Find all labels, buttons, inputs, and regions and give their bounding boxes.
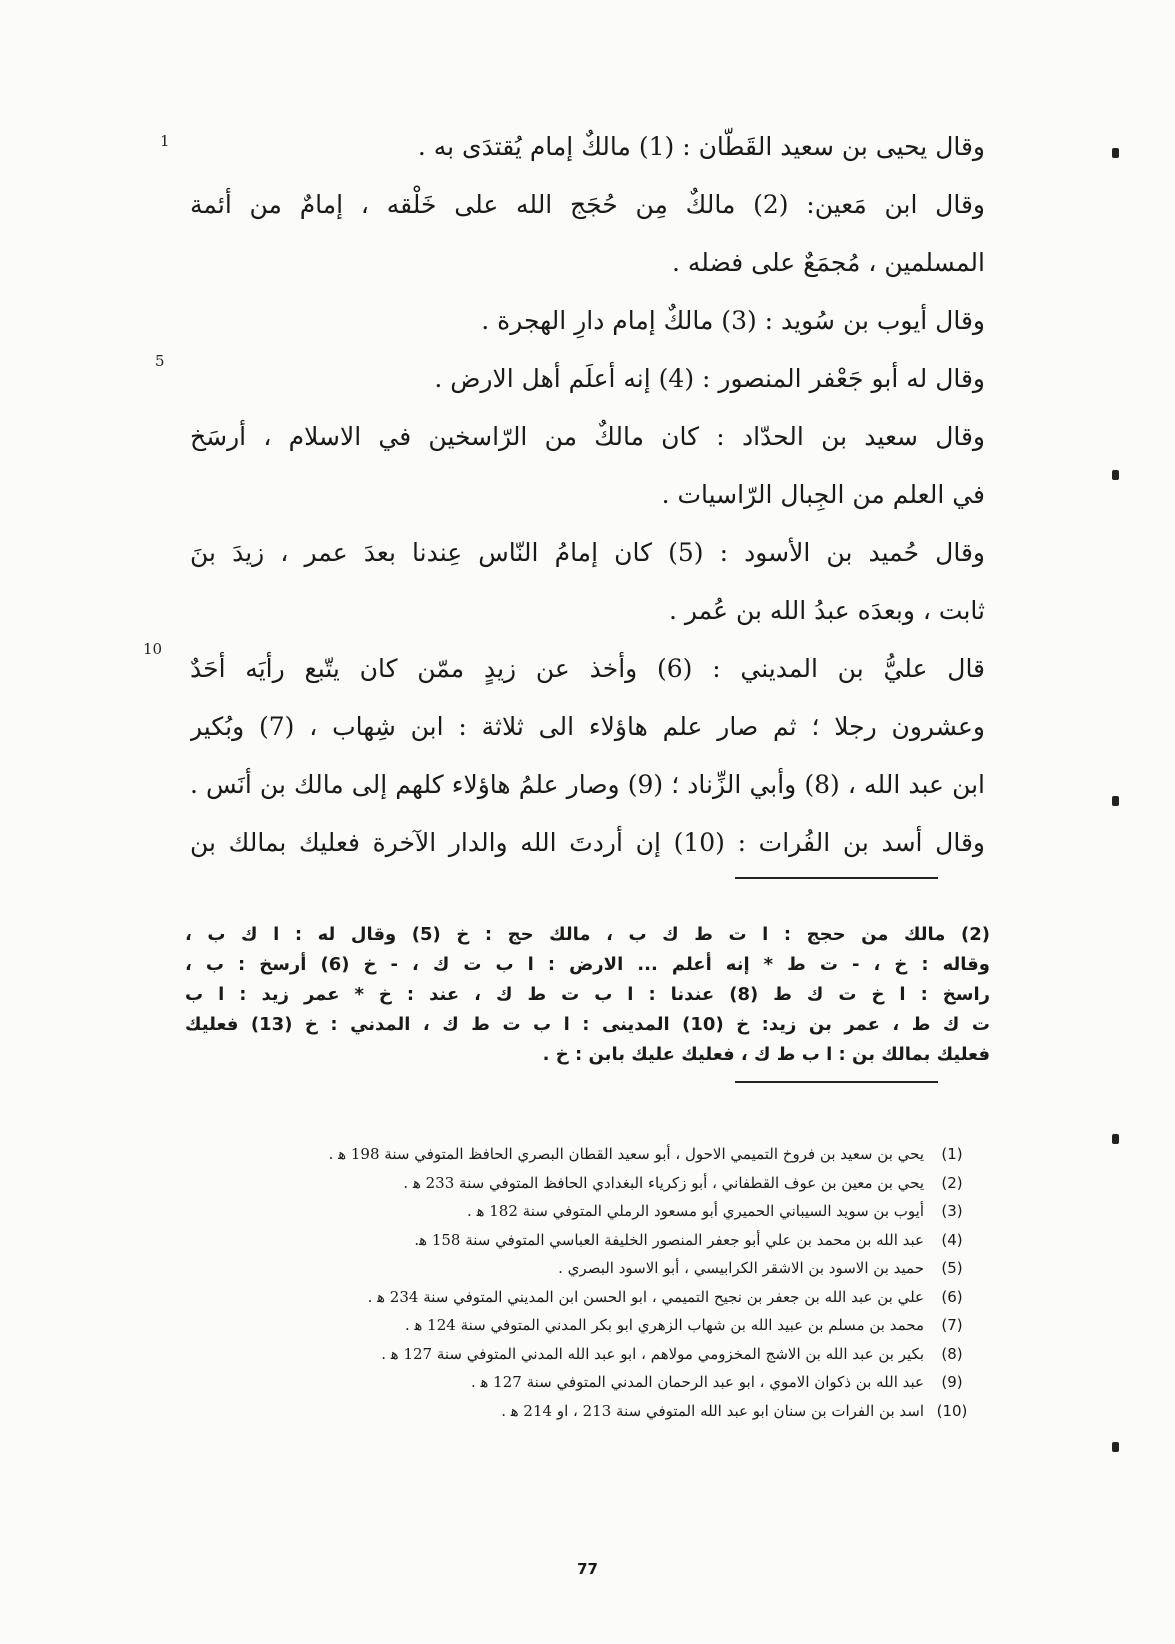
main-line: وقال ابن مَعين: (2) مالكٌ مِن حُجَج الله على خَلْقه ، إمامٌ من أئمة xyxy=(190,190,985,219)
footnote-number: (3) xyxy=(941,1202,963,1220)
footnote xyxy=(180,1169,980,1198)
binding-mark xyxy=(1112,796,1119,806)
main-line: وعشرون رجلا ؛ ثم صار علم هاؤلاء الى ثلاثة : ابن شِهاب ، (7) وبُكير xyxy=(190,712,985,741)
footnote-number: (6) xyxy=(941,1287,963,1306)
footnote xyxy=(180,1197,980,1226)
variant-line: وقاله : خ ، - ت ط * إنه أعلم ... الارض : ا ب ت ك ، - خ (6) أرسخ : ب ، xyxy=(185,954,990,975)
main-line: ثابت ، وبعدَه عبدُ الله بن عُمر . xyxy=(668,596,985,625)
footnote-number: (5) xyxy=(941,1259,963,1277)
footnote xyxy=(180,1283,980,1312)
footnote-text: عبد الله بن محمد بن علي أبو جعفر المنصور الخليفة العباسي المتوفي سنة 158 ﻫ. xyxy=(414,1230,924,1249)
footnote-number: (9) xyxy=(941,1373,963,1391)
footnote-text: يحي بن معين بن عوف القطفاني ، أبو زكرياء البغدادي الحافظ المتوفي سنة 233 ﻫ . xyxy=(403,1173,924,1192)
main-line: قال عليُّ بن المديني : (6) وأخذ عن زيدٍ ممّن كان يتّبع رأيَه أحَدٌ xyxy=(190,654,985,683)
main-line: وقال أيوب بن سُويد : (3) مالكٌ إمام دارِ الهجرة . xyxy=(481,306,985,335)
footnote-number: (10) xyxy=(936,1401,968,1420)
main-line: في العلم من الجِبال الرّاسيات . xyxy=(661,480,985,509)
main-line: ابن عبد الله ، (8) وأبي الزِّناد ؛ (9) وصار علمُ هاؤلاء كلهم إلى مالك بن أنَس . xyxy=(190,770,985,799)
footnotes-separator xyxy=(735,1081,938,1083)
footnotes xyxy=(180,1140,980,1425)
footnote-text: يحي بن سعيد بن فروخ التميمي الاحول ، أبو سعيد القطان البصري الحافظ المتوفي سنة 198 ﻫ . xyxy=(328,1145,924,1163)
footnote-text: بكير بن عبد الله بن الاشج المخزومي مولاهم ، ابو عبد الله المدني المتوفي سنة 127 ﻫ . xyxy=(381,1344,924,1363)
line-number: 5 xyxy=(155,352,165,370)
variant-line: (2) مالك من حجج : ا ت ط ك ب ، مالك حج : خ (5) وقال له : ا ك ب ، xyxy=(185,924,990,945)
textual-variants xyxy=(185,920,990,1070)
footnote-number: (1) xyxy=(941,1145,963,1163)
footnote xyxy=(180,1368,980,1397)
variants-separator xyxy=(735,877,938,879)
main-line: وقال أسد بن الفُرات : (10) إن أردتَ الله والدار الآخرة فعليك بمالك بن xyxy=(190,828,985,857)
main-line: وقال له أبو جَعْفر المنصور : (4) إنه أعلَم أهل الارض . xyxy=(434,364,985,393)
binding-mark xyxy=(1112,148,1119,158)
footnote-number: (2) xyxy=(941,1173,963,1192)
main-line: المسلمين ، مُجمَعٌ على فضله . xyxy=(671,248,985,277)
footnote-text: عبد الله بن ذكوان الاموي ، ابو عبد الرحمان المدني المتوفي سنة 127 ﻫ . xyxy=(470,1373,924,1391)
main-line: وقال سعيد بن الحدّاد : كان مالكٌ من الرّاسخين في الاسلام ، أرسَخ xyxy=(190,422,985,451)
main-line: وقال يحيى بن سعيد القَطّان : (1) مالكٌ إمام يُقتدَى به . xyxy=(417,132,985,161)
footnote-text: محمد بن مسلم بن عبيد الله بن شهاب الزهري ابو بكر المدني المتوفي سنة 124 ﻫ . xyxy=(404,1316,924,1334)
footnote-text: اسد بن الفرات بن سنان ابو عبد الله المتوفي سنة 213 ، او 214 ﻫ . xyxy=(501,1401,924,1420)
binding-mark xyxy=(1112,1442,1119,1452)
main-text xyxy=(190,118,985,872)
variant-line: راسخ : ا خ ت ك ط (8) عندنا : ا ب ت ط ك ، عند : خ * عمر زيد : ا ب xyxy=(185,984,990,1005)
footnote xyxy=(180,1340,980,1369)
footnote xyxy=(180,1226,980,1255)
footnote-number: (4) xyxy=(941,1230,963,1249)
footnote-text: علي بن عبد الله بن جعفر بن نجيح التميمي ، ابو الحسن ابن المديني المتوفي سنة 234 ﻫ . xyxy=(367,1287,924,1306)
footnote xyxy=(180,1311,980,1340)
footnote-text: أيوب بن سويد السيباني الحميري أبو مسعود الرملي المتوفي سنة 182 ﻫ . xyxy=(467,1202,924,1220)
line-number: 1 xyxy=(160,132,170,150)
footnote xyxy=(180,1254,980,1283)
line-number: 10 xyxy=(143,640,163,658)
footnote-text: حميد بن الاسود بن الاشقر الكرابيسي ، أبو الاسود البصري . xyxy=(558,1259,924,1277)
footnote xyxy=(180,1397,980,1426)
variant-line: فعليك بمالك بن : ا ب ط ك ، فعليك عليك بابن : خ . xyxy=(542,1044,990,1065)
variant-line: ت ك ط ، عمر بن زيد: خ (10) المدينى : ا ب ت ط ك ، المدني : خ (13) فعليك xyxy=(185,1014,990,1035)
binding-mark xyxy=(1112,470,1119,480)
main-line: وقال حُميد بن الأسود : (5) كان إمامُ النّاس عِندنا بعدَ عمر ، زيدَ بنَ xyxy=(190,538,985,567)
footnote-number: (7) xyxy=(941,1316,963,1334)
footnote-number: (8) xyxy=(941,1344,963,1363)
binding-mark xyxy=(1112,1134,1119,1144)
footnote xyxy=(180,1140,980,1169)
page-number: 77 xyxy=(577,1560,598,1578)
